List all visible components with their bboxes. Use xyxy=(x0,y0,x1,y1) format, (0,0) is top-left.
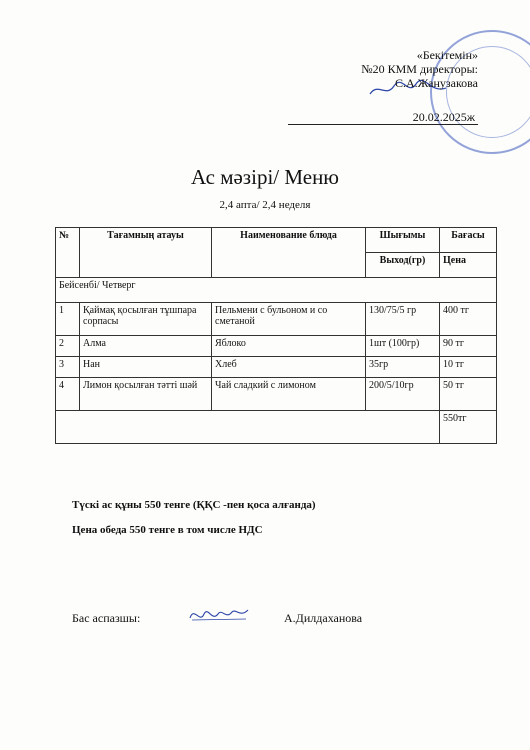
cell-name-ru: Яблоко xyxy=(212,336,366,357)
page-subtitle: 2,4 апта/ 2,4 неделя xyxy=(219,199,311,211)
header-price-ru: Цена xyxy=(440,253,497,278)
price-note-kz: Түскі ас құны 550 тенге (ҚҚС -пен қоса алғанда) xyxy=(72,499,316,511)
table-row xyxy=(56,378,497,411)
cell-num: 3 xyxy=(56,357,80,378)
header-num: № xyxy=(56,228,80,278)
cell-num: 4 xyxy=(56,378,80,411)
approval-director: №20 КММ директоры: xyxy=(361,62,478,76)
cell-num: 2 xyxy=(56,336,80,357)
table-row xyxy=(56,303,497,336)
cell-num: 1 xyxy=(56,303,80,336)
total-row xyxy=(56,411,497,444)
approval-label: «Бекітемін» xyxy=(416,48,478,62)
approval-name: С.А.Жанузакова xyxy=(395,76,478,90)
cell-name-kz: Қаймақ қосылған тұшпара сорпасы xyxy=(80,303,212,336)
total-price: 550тг xyxy=(440,411,497,444)
table-header-row xyxy=(56,228,497,253)
cell-price: 50 тг xyxy=(440,378,497,411)
cell-price: 10 тг xyxy=(440,357,497,378)
menu-table xyxy=(55,227,497,444)
table-row xyxy=(56,336,497,357)
cell-yield: 35гр xyxy=(366,357,440,378)
total-spacer xyxy=(56,411,440,444)
cell-name-ru: Пельмени с бульоном и со сметаной xyxy=(212,303,366,336)
cell-name-kz: Нан xyxy=(80,357,212,378)
table-row xyxy=(56,357,497,378)
approval-block xyxy=(288,48,478,125)
day-label: Бейсенбі/ Четверг xyxy=(56,278,497,303)
header-yield-ru: Выход(гр) xyxy=(366,253,440,278)
header-name-ru: Наименование блюда xyxy=(212,228,366,278)
header-price-kz: Бағасы xyxy=(440,228,497,253)
approval-date: 20.02.2025ж xyxy=(288,110,478,125)
price-note-ru: Цена обеда 550 тенге в том числе НДС xyxy=(72,524,263,536)
header-name-kz: Тағамның атауы xyxy=(80,228,212,278)
cell-name-kz: Алма xyxy=(80,336,212,357)
cell-price: 400 тг xyxy=(440,303,497,336)
cell-price: 90 тг xyxy=(440,336,497,357)
day-row xyxy=(56,278,497,303)
cell-yield: 200/5/10гр xyxy=(366,378,440,411)
cell-name-kz: Лимон қосылған тәтті шәй xyxy=(80,378,212,411)
page-title: Ас мәзірі/ Меню xyxy=(190,165,339,189)
cell-yield: 130/75/5 гр xyxy=(366,303,440,336)
cell-name-ru: Хлеб xyxy=(212,357,366,378)
cell-name-ru: Чай сладкий с лимоном xyxy=(212,378,366,411)
chef-name: А.Дилдаханова xyxy=(284,611,363,625)
chef-signature xyxy=(188,604,250,626)
cell-yield: 1шт (100гр) xyxy=(366,336,440,357)
header-yield-kz: Шығымы xyxy=(366,228,440,253)
chef-role: Бас аспазшы: xyxy=(72,611,141,625)
